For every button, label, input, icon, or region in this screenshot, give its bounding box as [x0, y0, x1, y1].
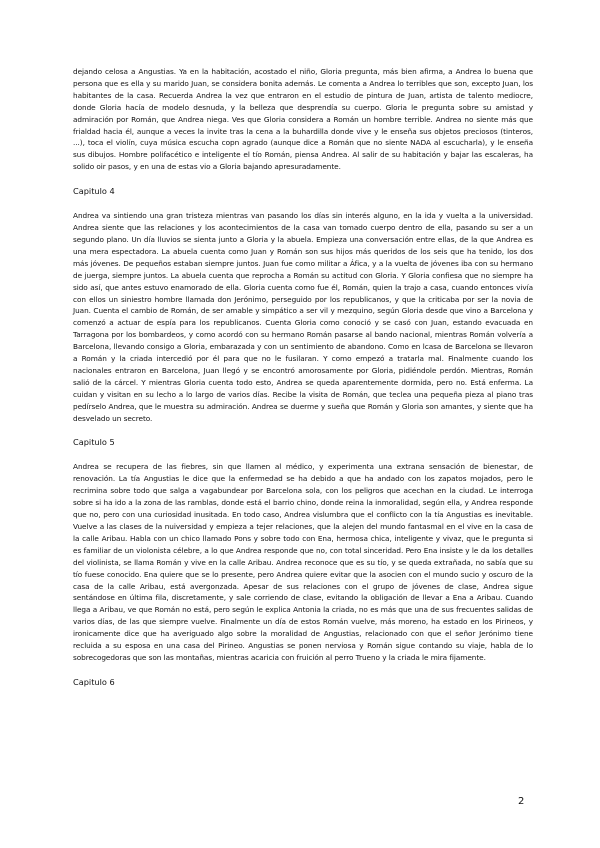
paragraph-continuation-chapter-3: dejando celosa a Angustias. Ya en la habitación, acostado el niño, Gloria pregunta, más bien afirma, a Andrea lo buena que persona que es ella y su marido Juan, se considera bonita además. Le comenta a Andrea lo terribles que son, excepto Juan, los habitantes de la casa. Recuerda Andrea la vez que entraron en el estudio de pintura de Juan, artista de talento mediocre, donde Gloria hacía de modelo desnuda, y la belleza que desprendía su cuerpo. Gloria le pregunta sobre su amistad y admiración por Román, que Andrea niega. Ves que Gloria considera a Román un hombre terrible. Andrea no siente más que frialdad hacia él, aunque a veces la invite tras la cena a la buhardilla donde vive y le enseña sus objetos preciosos (tinteros, ...), toca el violín, cuya música escucha copn agrado (aunque dice a Román que no siente NADA al escucharla), y le enseña sus dibujos. Hombre polifacético e inteligente el tío Román, piensa Andrea. Al salir de su habitación y bajar las escaleras, ha solido oir pasos, y en una de estas vio a Gloria bajando apresuradamente. — [73, 67, 533, 172]
paragraph-chapter-4: Andrea va sintiendo una gran tristeza mientras van pasando los días sin interés alguno, en la ida y vuelta a la universidad. Andrea siente que las relaciones y los acontecimientos de la casa van tomado cuerpo dentro de ella, pasando su ser a un segundo plano. Un día lluvios se sienta junto a Gloria y la abuela. Empieza una conversación entre ellas, de la que Andrea es una mera espectadora. La abuela cuenta como Juan y Román son sus hijos más queridos de los seis que ha tenido, los dos más jóvenes. De pequeños estaban siempre juntos. Juan fue como militar a Áfica, y a la vuelta de jóvenes iba con su hermano de juerga, siempre juntos. La abuela cuenta que reprocha a Román su actitud con Gloria. Y Gloria confiesa que no siempre ha sido así, que antes estuvo enamorado de ella. Gloria cuenta como fue él, Román, quien la trajo a casa, cuando entonces vivía con ellos un siniestro hombre llamada don Jerónimo, perseguido por los republicanos, y que la criticaba por ser la novia de Juan. Cuenta el cambio de Román, de ser amable y simpático a ser vil y mezquino, según Gloria desde que vino a Barcelona y comenzó a actuar de espía para los republicanos. Cuenta Gloria como conoció y se casó con Juan, estando evacuada en Tarragona por los bombardeos, y como acordó con su hermano Román pasarse al bando nacional, mientras Román volvería a Barcelona, llevando consigo a Gloria, embarazada y con un sentimiento de abandono. Como en lcasa de Barcelona se llevaron a Román y la criada intercedió por él para que no le fusilaran. Y como empezó a tratarla mal. Finalmente cuando los nacionales entraron en Barcelona, Juan llegó y se encontró amorosamente por Gloria, pidiéndole perdón. Mientras, Román salió de la cárcel. Y mientras Gloria cuenta todo esto, Andrea se queda aparentemente dormida, pero no. Está enferma. La cuidan y visitan en su lecho a lo largo de varios días. Recibe la visita de Román, que teclea una pequeña pieza al piano tras pedírselo Andrea, que le muestra su admiración. Andrea se duerme y sueña que Román y Gloria son amantes, y siente que ha desvelado un secreto. — [73, 211, 533, 423]
page-number: 2 — [518, 796, 525, 807]
chapter-5-heading: Capitulo 5 — [73, 437, 115, 448]
document-page — [73, 66, 533, 701]
chapter-6-heading: Capitulo 6 — [73, 676, 115, 687]
paragraph-chapter-5: Andrea se recupera de las fiebres, sin que llamen al médico, y experimenta una extrana sensación de bienestar, de renovación. La tía Angustias le dice que la enfermedad se ha debido a que ha andado con los zapatos mojados, pero le recrimina sobre todo que salga a vagabundear por Barcelona sola, con los peligros que acechan en la ciudad. Le interroga sobre si ha ido a la zona de las ramblas, donde está el barrio chino, donde reina la inmoralidad, según ella, y Andrea responde que no, pero con una curiosidad inusitada. En todo caso, Andrea vislumbra que el conflicto con la tía Angustias es inevitable. Vuelve a las clases de la nuiversidad y empieza a tejer relaciones, que la alejen del mundo fantasmal en el vive en la casa de la calle Aribau. Habla con un chico llamado Pons y sobre todo con Ena, hermosa chica, inteligente y vivaz, que le pregunta si es familiar de un violonista célebre, a lo que Andrea responde que no, con total sinceridad. Pero Ena insiste y le da los detalles del violinista, se llama Román y vive en la calle Aribau. Andrea reconoce que es su tío, y se queda extrañada, no sabía que su tío fuese conocido. Ena quiere que se lo presente, pero Andrea quiere evitar que la asocien con el mundo sucio y oscuro de la casa de la calle Aribau, está avergonzada. Apesar de sus relaciones con el grupo de jóvenes de clase, Andrea sigue sentándose en última fila, discretamente, y sale corriendo de clase, evitando la obligación de llevar a Ena a Aribau. Cuando llega a Aribau, ve que Román no está, pero según le explica Antonia la criada, no es más que una de sus frecuentes salidas de varios días, de las que siempre vuelve. Finalmente un día de estos Román vuelve, más moreno, ha estado en los Pirineos, y ironicamente dice que ha averiguado algo sobre la moralidad de Angustias, relacionado con que el señor Jerónimo tiene recluida a su esposa en una casa del Pirineo. Angustias se ponen nerviosa y Román sigue contando su viaje, habla de lo sobrecogedoras que son las montañas, mientras acaricia con fruición al perro Trueno y la criada le mira fijamente. — [73, 462, 533, 662]
chapter-4-heading: Capitulo 4 — [73, 186, 115, 197]
